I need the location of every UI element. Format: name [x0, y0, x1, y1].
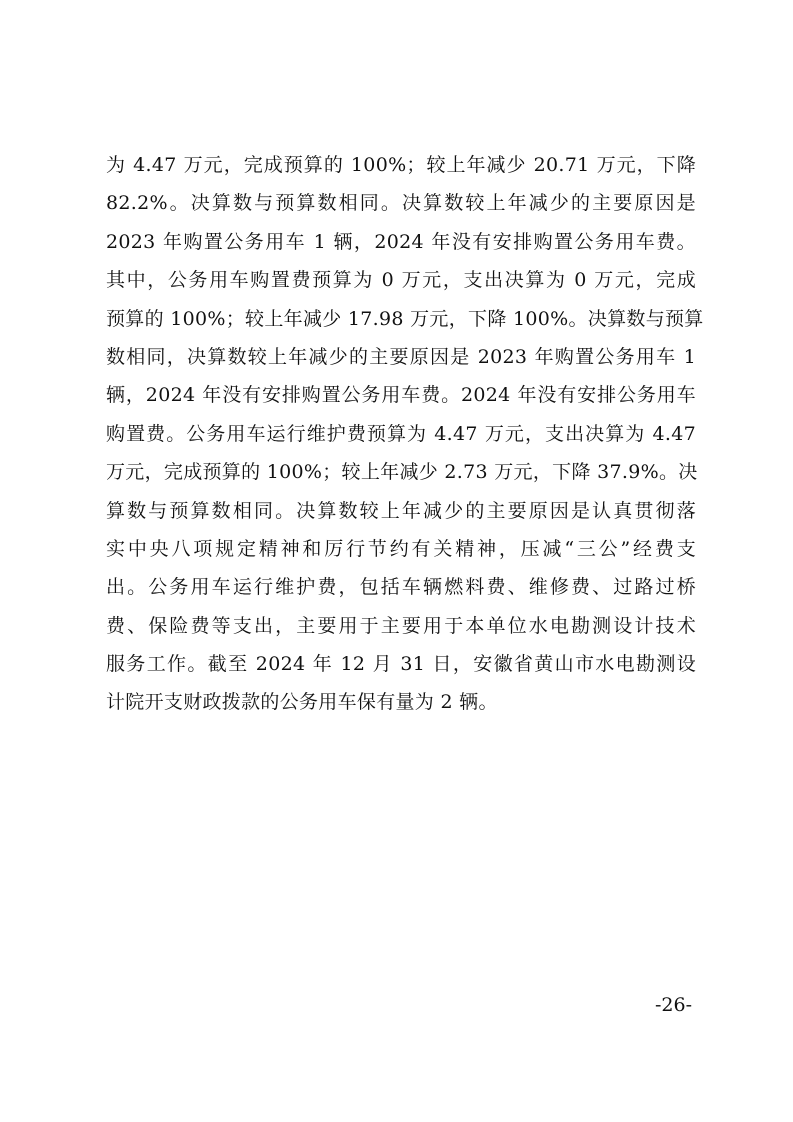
- paragraph-line: 算数与预算数相同。决算数较上年减少的主要原因是认真贯彻落: [106, 499, 696, 522]
- paragraph-line: 其中，公务用车购置费预算为 0 万元，支出决算为 0 万元，完成: [106, 269, 696, 292]
- paragraph-line: 服务工作。截至 2024 年 12 月 31 日，安徽省黄山市水电勘测设: [106, 653, 696, 676]
- paragraph-line: 费、保险费等支出，主要用于主要用于本单位水电勘测设计技术: [106, 614, 696, 637]
- paragraph-line: 万元，完成预算的 100%；较上年减少 2.73 万元，下降 37.9%。决: [106, 461, 698, 484]
- paragraph-line: 82.2%。决算数与预算数相同。决算数较上年减少的主要原因是: [106, 192, 696, 215]
- paragraph-line: 为 4.47 万元，完成预算的 100%；较上年减少 20.71 万元，下降: [106, 154, 696, 176]
- paragraph-line: 预算的 100%；较上年减少 17.98 万元，下降 100%。决算数与预算: [106, 307, 704, 330]
- paragraph-line: 实中央八项规定精神和厉行节约有关精神，压减“三公”经费支: [106, 537, 696, 560]
- paragraph-line-last: 计院开支财政拨款的公务用车保有量为 2 辆。: [106, 691, 498, 714]
- paragraph-line: 购置费。公务用车运行维护费预算为 4.47 万元，支出决算为 4.47: [106, 422, 696, 445]
- page-number: -26-: [654, 994, 692, 1016]
- paragraph-line: 2023 年购置公务用车 1 辆，2024 年没有安排购置公务用车费。: [106, 230, 696, 253]
- paragraph-line: 辆，2024 年没有安排购置公务用车费。2024 年没有安排公务用车: [106, 384, 696, 407]
- paragraph-line: 数相同，决算数较上年减少的主要原因是 2023 年购置公务用车 1: [106, 345, 696, 368]
- paragraph-line: 出。公务用车运行维护费，包括车辆燃料费、维修费、过路过桥: [106, 576, 696, 599]
- body-paragraph: [106, 146, 704, 722]
